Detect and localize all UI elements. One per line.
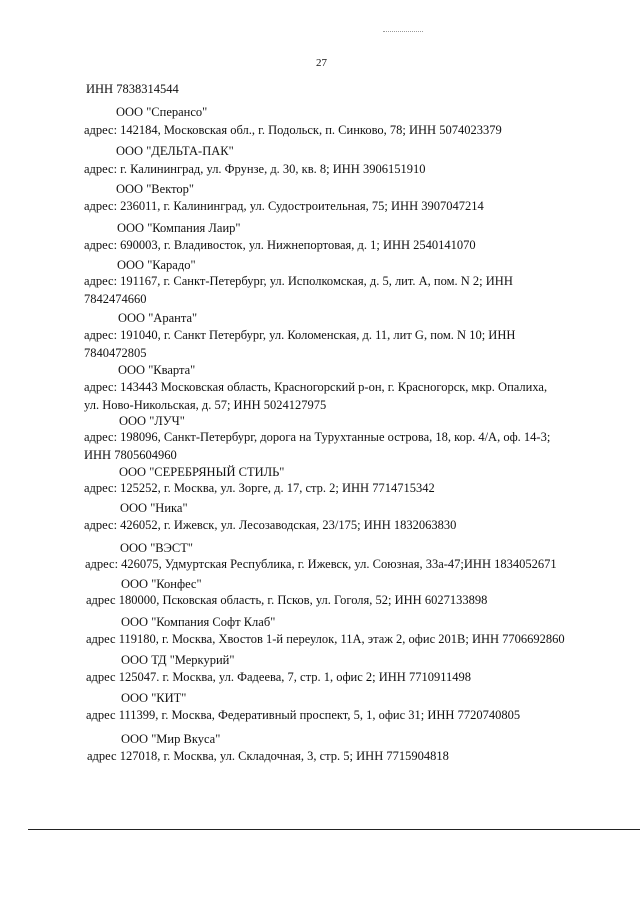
- company-address: адрес 127018, г. Москва, ул. Складочная, 3, стр. 5; ИНН 7715904818: [87, 749, 449, 763]
- company-address: адрес: 690003, г. Владивосток, ул. Нижнепортовая, д. 1; ИНН 2540141070: [84, 238, 476, 252]
- company-address: адрес: 198096, Санкт-Петербург, дорога на Турухтанные острова, 18, кор. 4/А, оф. 14-3; ИНН 7805604960: [84, 430, 551, 462]
- company-name: ООО "ДЕЛЬТА-ПАК": [116, 144, 234, 158]
- company-address: адрес 125047. г. Москва, ул. Фадеева, 7, стр. 1, офис 2; ИНН 7710911498: [86, 670, 471, 684]
- company-name: ООО "Компания Софт Клаб": [121, 615, 276, 629]
- company-name: ООО "СЕРЕБРЯНЫЙ СТИЛЬ": [119, 465, 285, 479]
- company-address: адрес 119180, г. Москва, Хвостов 1-й переулок, 11А, этаж 2, офис 201В; ИНН 7706692860: [86, 632, 565, 646]
- company-name: ООО "Кварта": [118, 363, 196, 377]
- company-name: ООО "Конфес": [121, 577, 202, 591]
- company-address: адрес: 143443 Московская область, Красногорский р-он, г. Красногорск, мкр. Опалиха, ул. Ново-Никольская, д. 57; ИНН 5024127975: [84, 380, 548, 412]
- bottom-rule: [28, 829, 640, 830]
- company-name: ООО "Ника": [120, 501, 188, 515]
- company-name: ООО "Вектор": [116, 182, 195, 196]
- company-name: ООО "ЛУЧ": [119, 414, 185, 428]
- company-address: адрес: 236011, г. Калининград, ул. Судостроительная, 75; ИНН 3907047214: [84, 199, 484, 213]
- company-address: адрес 111399, г. Москва, Федеративный проспект, 5, 1, офис 31; ИНН 7720740805: [86, 708, 521, 722]
- company-name: ООО "КИТ": [121, 691, 187, 705]
- company-name: ООО "Аранта": [118, 311, 198, 325]
- company-name: ООО "ВЭСТ": [120, 541, 193, 555]
- company-name: ООО "Мир Вкуса": [121, 732, 221, 746]
- company-address: адрес: г. Калининград, ул. Фрунзе, д. 30, кв. 8; ИНН 3906151910: [84, 162, 426, 176]
- company-name: ООО "Компания Лаир": [117, 221, 241, 235]
- company-name: ООО ТД "Меркурий": [121, 653, 235, 667]
- company-address: адрес 180000, Псковская область, г. Псков, ул. Гоголя, 52; ИНН 6027133898: [86, 593, 488, 607]
- company-address: адрес: 191167, г. Санкт-Петербург, ул. Исполкомская, д. 5, лит. А, пом. N 2; ИНН 7842474660: [84, 274, 513, 306]
- company-name: ООО "Карадо": [117, 258, 196, 272]
- top-inn-line: ИНН 7838314544: [86, 82, 179, 96]
- company-address: адрес: 426075, Удмуртская Республика, г. Ижевск, ул. Союзная, 33а-47;ИНН 1834052671: [85, 557, 557, 571]
- company-address: адрес: 426052, г. Ижевск, ул. Лесозаводская, 23/175; ИНН 1832063830: [84, 518, 457, 532]
- company-name: ООО "Сперансо": [116, 105, 208, 119]
- company-address: адрес: 142184, Московская обл., г. Подольск, п. Синково, 78; ИНН 5074023379: [84, 123, 502, 137]
- company-address: адрес: 125252, г. Москва, ул. Зорге, д. 17, стр. 2; ИНН 7714715342: [84, 481, 435, 495]
- company-address: адрес: 191040, г. Санкт Петербург, ул. Коломенская, д. 11, лит G, пом. N 10; ИНН 7840472805: [84, 328, 516, 360]
- page-number: 27: [316, 57, 327, 69]
- scan-artifact: [383, 31, 423, 33]
